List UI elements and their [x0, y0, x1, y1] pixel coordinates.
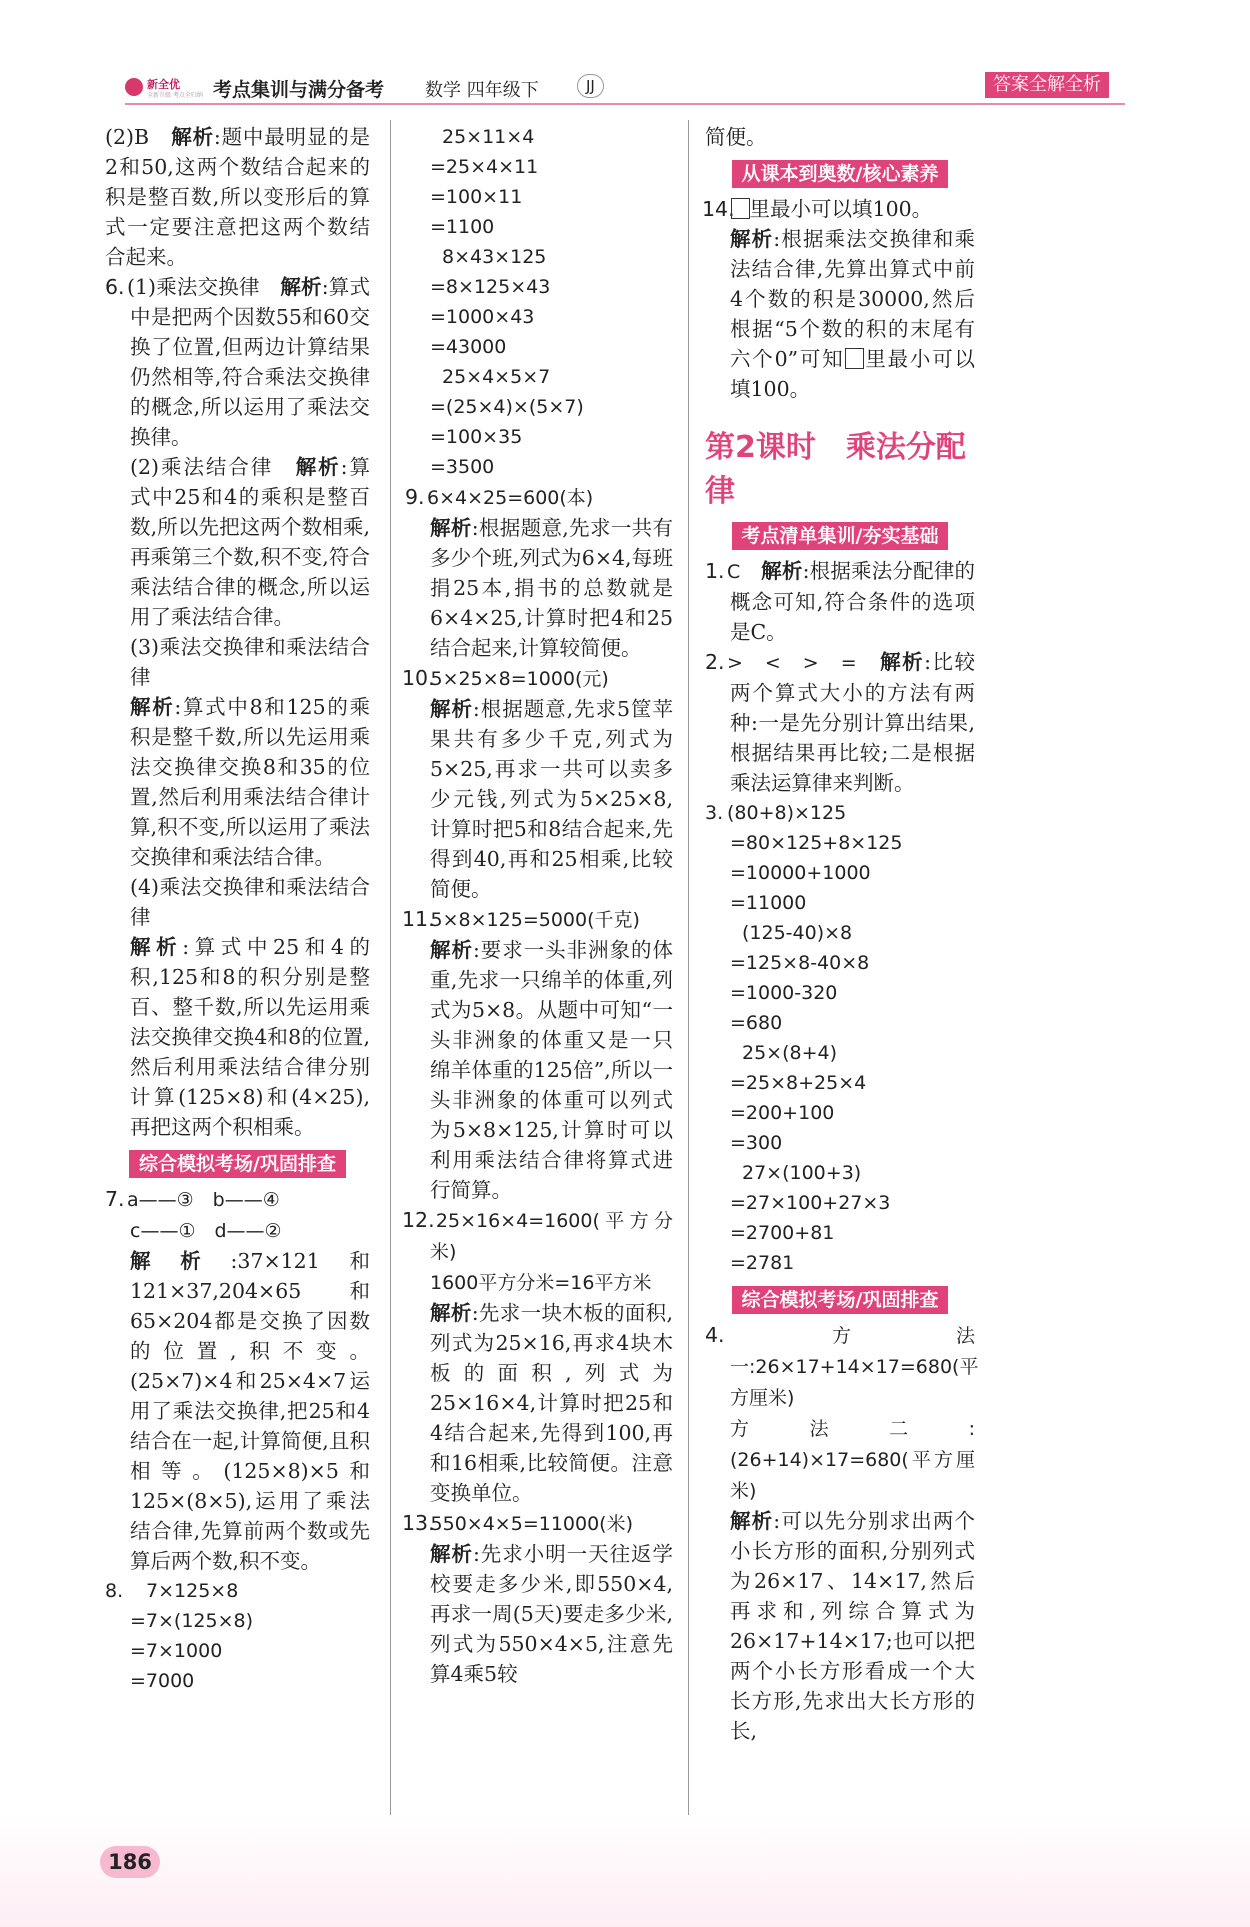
q11-analysis: :要求一头非洲象的体重,先求一只绵羊的体重,列式为5×8。从题中可知“一头非洲象的体重又是一只绵羊体重的125倍”,所以一头非洲象的体重可以列式为5×8×125,计算时可以利用乘法结合律将算式进行简算。	[430, 938, 674, 1202]
section-banner-review: 综合模拟考场/巩固排查	[732, 1286, 949, 1314]
q8-line: 25×11×4	[442, 126, 535, 148]
q8-line: 25×4×5×7	[442, 366, 551, 388]
q8-line: =100×35	[430, 426, 523, 448]
q6-4-answer: (4)乘法交换律和乘法结合律	[130, 875, 370, 929]
logo-icon	[125, 78, 143, 96]
q3-line: (125-40)×8	[742, 922, 853, 944]
blank-box-icon	[731, 198, 750, 219]
q1-answer: C	[727, 561, 741, 583]
q4-analysis: :可以先分别求出两个小长方形的面积,分别列式为26×17、14×17,然后再求和,列综合算式为26×17+14×17;也可以把两个小长方形看成一个大长方形,先求出大长方形的长,	[730, 1509, 976, 1743]
analysis-label: 解析	[430, 1542, 473, 1566]
q3-line	[705, 798, 975, 828]
column-3	[702, 122, 979, 1746]
q3-line: 27×(100+3)	[742, 1162, 862, 1184]
logo-subtitle: 全新升级 考点全归纳	[147, 92, 203, 99]
q10-analysis: :根据题意,先求5筐苹果共有多少千克,列式为5×25,再求一共可以卖多少元钱,列式为5×25×8,计算时把5和8结合起来,先得到40,再和25相乘,比较简便。	[430, 697, 673, 901]
q6-3-answer: (3)乘法交换律和乘法结合律	[130, 635, 370, 689]
q7-match-1: a——③ b——④	[127, 1189, 280, 1211]
q8-line: =3500	[430, 456, 495, 478]
q12-answer-1: 25×16×4=1600(平方分米)	[430, 1210, 673, 1263]
book-edition: JJ	[577, 74, 604, 98]
q1-analysis: :根据乘法分配律的概念可知,符合条件的选项是C。	[730, 559, 976, 644]
q3-line: =27×100+27×3	[730, 1192, 891, 1214]
q8-line: =8×125×43	[430, 276, 551, 298]
q8-line: =7×1000	[130, 1640, 223, 1662]
q12-number: 12.	[402, 1208, 435, 1232]
q6-3	[105, 632, 370, 872]
q2-answer: > < > =	[727, 652, 857, 674]
q14-analysis: :根据乘法交换律和乘法结合律,先算出算式中前4个数的积是30000,然后根据“5个数的积的末尾有六个0”可知	[730, 227, 976, 371]
analysis-label: 解析	[430, 938, 473, 962]
analysis-label: 解析	[730, 227, 774, 251]
q3-line: =2781	[730, 1252, 795, 1274]
q3-number: 3.	[705, 802, 724, 824]
q14-analysis-end: 里最小可以填100。	[730, 347, 975, 401]
q6-2-answer: (2)乘法结合律	[130, 455, 274, 479]
q2-number: 2.	[705, 650, 725, 674]
q6-1	[105, 272, 370, 452]
q3-line: =11000	[730, 892, 807, 914]
q8-line: 8×43×125	[442, 246, 547, 268]
q11	[402, 904, 674, 1205]
q8-line: =1000×43	[430, 306, 535, 328]
q3-line: =2700+81	[730, 1222, 835, 1244]
analysis-label: 解析	[130, 1249, 231, 1273]
q8-line: =43000	[430, 336, 507, 358]
column-divider-2	[688, 120, 689, 1820]
q8-line	[105, 1576, 370, 1606]
q3-expression: (80+8)×125	[727, 802, 847, 824]
q14-number: 14.	[702, 197, 735, 221]
q5-2-analysis: :题中最明显的是2和50,这两个数结合起来的积是整百数,所以变形后的算式一定要注意把这两个数结合起来。	[105, 125, 371, 269]
q10	[402, 663, 673, 904]
q7	[105, 1184, 370, 1576]
q13-answer: 550×4×5=11000(米)	[430, 1513, 634, 1535]
q5-2-answer: (2)B	[105, 125, 150, 149]
analysis-label: 解析	[295, 455, 341, 479]
q10-answer: 5×25×8=1000(元)	[430, 668, 609, 690]
q3-line: =25×8+25×4	[730, 1072, 867, 1094]
q2	[705, 647, 975, 798]
logo-text: 新全优	[147, 78, 180, 91]
column-divider-1	[390, 120, 391, 1820]
q3-line: =680	[730, 1012, 783, 1034]
q13	[402, 1508, 674, 1689]
analysis-label: 解析	[130, 695, 175, 719]
q13-continued: 简便。	[705, 125, 767, 149]
q6-2-analysis: :算式中25和4的乘积是整百数,所以先把这两个数相乘,再乘第三个数,积不变,符合乘法结合律的概念,所以运用了乘法结合律。	[130, 455, 370, 629]
analysis-label: 解析	[430, 1301, 472, 1325]
q3-line: =10000+1000	[730, 862, 871, 884]
publisher-logo	[125, 74, 207, 102]
q8-line: =7×(125×8)	[130, 1610, 254, 1632]
q4-number: 4.	[705, 1323, 725, 1347]
analysis-label: 解析	[171, 125, 214, 149]
q8-line: =(25×4)×(5×7)	[430, 396, 584, 418]
q3-line: 25×(8+4)	[742, 1042, 838, 1064]
q2-analysis: :比较两个算式大小的方法有两种:一是先分别计算出结果,根据结果再比较;二是根据乘法运算律来判断。	[730, 650, 975, 795]
q6-number: 6.	[105, 275, 125, 299]
q8-line: =7000	[130, 1670, 195, 1692]
book-subject: 数学 四年级下	[425, 80, 539, 101]
q9-answer: 6×4×25=600(本)	[427, 487, 594, 509]
q9	[405, 482, 673, 663]
q9-analysis: :根据题意,先求一共有多少个班,列式为6×4,每班捐25本,捐书的总数就是6×4×25,计算时把4和25结合起来,计算较简便。	[430, 516, 673, 660]
page-number: 186	[100, 1846, 160, 1878]
q8-line: =100×11	[430, 186, 523, 208]
q12-analysis: :先求一块木板的面积,列式为25×16,再求4块木板的面积,列式为25×16×4,计算时把25和4结合起来,先得到100,再和16相乘,比较简便。注意变换单位。	[430, 1301, 673, 1505]
q14-answer: 里最小可以填100。	[749, 197, 933, 221]
column-1	[105, 122, 370, 1696]
column-2	[402, 122, 674, 1689]
q6-1-analysis: :算式中是把两个因数55和60交换了位置,但两边计算结果仍然相等,符合乘法交换律的概念,所以运用了乘法交换律。	[130, 275, 370, 449]
header-divider	[125, 103, 1125, 105]
q4-method-1: 方法一:26×17+14×17=680(平方厘米)	[727, 1325, 979, 1409]
q7-match-2: c——① d——②	[130, 1220, 282, 1242]
analysis-label: 解析	[130, 935, 183, 959]
answer-tag: 答案全解全析	[985, 72, 1109, 98]
q1-number: 1.	[705, 559, 725, 583]
analysis-label: 解析	[761, 559, 803, 583]
q3-line: =125×8-40×8	[730, 952, 870, 974]
q7-analysis: :37×121和121×37,204×65和65×204都是交换了因数的位置,积不变。(25×7)×4和25×4×7运用了乘法交换律,把25和4结合在一起,计算简便,且积相等。(125×8)×5和125×(8×5),运用了乘法结合律,先算前两个数或先算后两个数,积不变。	[130, 1249, 370, 1573]
q13-number: 13.	[402, 1511, 435, 1535]
page-header	[125, 72, 1125, 108]
q9-number: 9.	[405, 485, 425, 509]
q6-4-analysis: :算式中25和4的积,125和8的积分别是整百、整千数,所以先运用乘法交换律交换4和8的位置,然后利用乘法结合律分别计算(125×8)和(4×25),再把这两个积相乘。	[130, 935, 370, 1139]
q6-1-answer: (1)乘法交换律	[127, 275, 260, 299]
q10-number: 10.	[402, 666, 435, 690]
q8-number: 8.	[105, 1580, 124, 1602]
q8-line: =1100	[430, 216, 495, 238]
q14	[702, 194, 976, 404]
footer-decoration	[0, 1815, 1250, 1927]
q11-number: 11.	[402, 907, 435, 931]
q1	[705, 556, 975, 647]
analysis-label: 解析	[730, 1509, 774, 1533]
q5-2	[105, 122, 370, 272]
q8-expression: 7×125×8	[146, 1580, 239, 1602]
q11-answer: 5×8×125=5000(千克)	[430, 909, 640, 931]
analysis-label: 解析	[430, 516, 472, 540]
q4-method-2: 方法二:(26+14)×17=680(平方厘米)	[730, 1418, 975, 1502]
q3-line: =80×125+8×125	[730, 832, 903, 854]
section-banner-basics: 考点清单集训/夯实基础	[732, 522, 949, 550]
q7-number: 7.	[105, 1187, 125, 1211]
q8-line: =25×4×11	[430, 156, 539, 178]
q6-3-analysis: :算式中8和125的乘积是整千数,所以先运用乘法交换律交换8和35的位置,然后利用乘法结合律计算,积不变,所以运用了乘法交换律和乘法结合律。	[130, 695, 371, 869]
lesson-title: 第2课时 乘法分配律	[705, 430, 966, 509]
section-banner-olympiad: 从课本到奥数/核心素养	[732, 160, 949, 188]
analysis-label: 解析	[280, 275, 322, 299]
section-banner-review: 综合模拟考场/巩固排查	[129, 1150, 346, 1178]
q12-answer-2: 1600平方分米=16平方米	[430, 1272, 652, 1294]
q13-analysis: :先求小明一天往返学校要走多少米,即550×4,再求一周(5天)要走多少米,列式为550×4×5,注意先算4乘5较	[430, 1542, 674, 1686]
analysis-label: 解析	[430, 697, 473, 721]
analysis-label: 解析	[880, 650, 925, 674]
q3-line: =1000-320	[730, 982, 838, 1004]
q6-2	[105, 452, 370, 632]
q3-line: =200+100	[730, 1102, 835, 1124]
q3-line: =300	[730, 1132, 783, 1154]
q12	[402, 1205, 673, 1508]
book-title: 考点集训与满分备考	[213, 79, 385, 101]
q6-4	[105, 872, 370, 1142]
q4	[705, 1320, 979, 1746]
blank-box-icon	[845, 348, 864, 369]
